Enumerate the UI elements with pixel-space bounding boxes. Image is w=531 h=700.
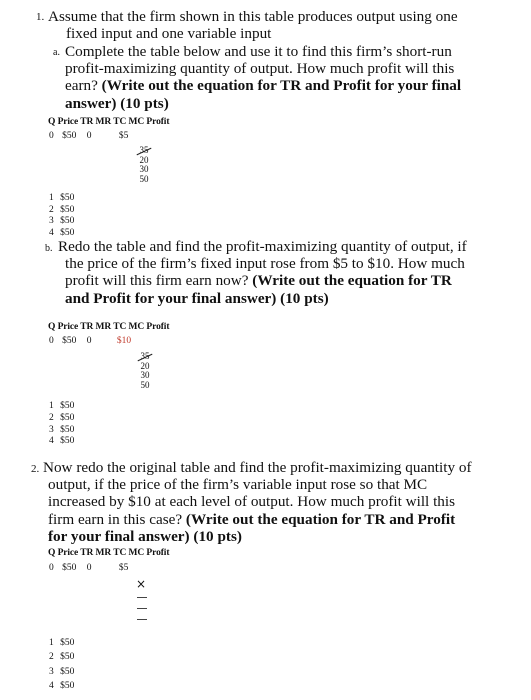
table-b-row xyxy=(49,425,74,437)
table-2-blank-line-3 xyxy=(137,619,147,620)
table-2-q: 3 xyxy=(49,666,54,677)
table-b-price: $50 xyxy=(60,401,75,411)
table-a-price: $50 xyxy=(60,216,75,227)
question-1-intro-line-2: fixed input and one variable input xyxy=(66,25,272,43)
table-a-price: $50 xyxy=(60,193,75,203)
table-a-q: 3 xyxy=(49,216,54,227)
table-b-q: 3 xyxy=(49,424,54,435)
table-2-row xyxy=(49,650,74,664)
question-2-line-3: increased by $10 at each level of output. How much profit will this xyxy=(48,493,456,511)
part-b-line-1: Redo the table and find the profit-maximizing quantity of output, if xyxy=(58,238,467,255)
part-b-line-4: and Profit for your final answer) (10 pts) xyxy=(65,289,329,307)
table-2-rows xyxy=(49,636,74,694)
table-b-row xyxy=(49,413,74,425)
part-a-line-3 xyxy=(65,77,461,94)
table-a-row-0-tr: 0 xyxy=(86,131,92,141)
table-a-q: 2 xyxy=(49,204,54,215)
table-a-row xyxy=(49,193,74,205)
part-a-line-3-bold: (Write out the equation for TR and Profit for your final xyxy=(101,77,462,95)
table-a-q: 4 xyxy=(49,227,54,238)
question-2-line-2: output, if the price of the firm’s variable input rose so that MC xyxy=(48,476,428,494)
table-2-q: 4 xyxy=(49,681,54,692)
table-2-q: 2 xyxy=(49,652,54,663)
table-2-price: $50 xyxy=(60,666,75,677)
table-a-q: 1 xyxy=(49,193,54,203)
part-b-line-3 xyxy=(58,272,467,289)
part-b-line-3-bold: (Write out the equation for TR xyxy=(252,272,452,290)
question-2-line-1: Now redo the original table and find the profit-maximizing quantity of xyxy=(43,459,472,476)
table-b-row-0 xyxy=(49,336,131,346)
table-a-tc-value-4: 50 xyxy=(139,173,149,184)
question-2-line-4-plain: firm earn in this case? xyxy=(48,510,186,528)
table-a-tc-value-1: 35 xyxy=(137,146,151,156)
table-2-price: $50 xyxy=(60,652,75,663)
table-b-row-0-tr: 0 xyxy=(86,336,92,346)
table-b-tc-value-2: 20 xyxy=(140,360,150,371)
table-b-q: 2 xyxy=(49,412,54,423)
table-a-row xyxy=(49,205,74,217)
part-a-text xyxy=(65,43,461,112)
table-a-price: $50 xyxy=(60,204,75,215)
table-a-tc-value-2: 20 xyxy=(139,154,149,165)
table-2-q: 1 xyxy=(49,638,54,648)
table-2-row-0-tr: 0 xyxy=(86,563,92,573)
table-a-row-0-price: $50 xyxy=(62,131,77,141)
table-a-row-0 xyxy=(49,131,128,141)
table-a-header: Q Price TR MR TC MC Profit xyxy=(48,117,170,127)
question-1-intro xyxy=(48,8,458,42)
question-2-line-4-bold: (Write out the equation for TR and Profit xyxy=(185,510,456,528)
table-2-price: $50 xyxy=(60,638,75,648)
table-b-row xyxy=(49,436,74,448)
part-a-line-4: answer) (10 pts) xyxy=(65,94,169,112)
table-b-tc-value-4: 50 xyxy=(140,379,150,390)
table-2-blank-line-2 xyxy=(137,608,147,609)
question-2-number: 2. xyxy=(31,463,40,475)
table-b-row-0-price: $50 xyxy=(62,336,77,346)
table-b-price: $50 xyxy=(60,412,75,423)
table-2-x-mark: × xyxy=(136,577,147,591)
table-a-row-0-tc: $5 xyxy=(118,131,129,141)
table-a-price: $50 xyxy=(60,227,75,238)
table-2-row-0 xyxy=(49,563,128,573)
table-b-tc-value-1: 35 xyxy=(138,352,152,362)
table-b-header: Q Price TR MR TC MC Profit xyxy=(48,322,170,332)
question-2-line-4 xyxy=(43,511,472,528)
table-b-tc-value-3: 30 xyxy=(140,370,150,381)
table-b-price: $50 xyxy=(60,436,75,447)
table-a-tc-value-3: 30 xyxy=(139,164,149,175)
table-b-row-0-tc: $10 xyxy=(116,336,132,346)
part-b-line-3-plain: profit will this firm earn now? xyxy=(65,272,253,290)
table-b-rows xyxy=(49,401,74,448)
table-b-q: 1 xyxy=(49,401,54,411)
part-a-line-3-plain: earn? xyxy=(65,77,102,95)
part-b-text xyxy=(58,238,467,307)
table-2-row xyxy=(49,636,74,650)
table-a-row xyxy=(49,216,74,228)
part-a-line-2: profit-maximizing quantity of output. How much profit will this xyxy=(65,60,455,78)
part-a-line-1: Complete the table below and use it to find this firm’s short-run xyxy=(65,43,452,60)
part-b-line-2: the price of the firm’s fixed input rose from $5 to $10. How much xyxy=(65,255,465,273)
table-a-rows xyxy=(49,193,74,239)
table-2-row-0-price: $50 xyxy=(62,563,77,573)
table-a-tc-column xyxy=(137,146,151,184)
table-b-price: $50 xyxy=(60,424,75,435)
table-a-row-0-q: 0 xyxy=(49,131,54,141)
table-2-header: Q Price TR MR TC MC Profit xyxy=(48,548,170,558)
question-1-intro-line-1: Assume that the firm shown in this table produces output using one xyxy=(48,8,458,25)
table-2-price: $50 xyxy=(60,681,75,692)
table-2-row-0-q: 0 xyxy=(49,563,54,573)
table-b-tc-column xyxy=(138,352,152,390)
table-2-row xyxy=(49,679,74,693)
part-b-letter: b. xyxy=(45,243,53,254)
table-b-row xyxy=(49,401,74,413)
table-2-row xyxy=(49,665,74,679)
table-2-blank-line-1 xyxy=(137,597,147,598)
table-b-row-0-q: 0 xyxy=(49,336,54,346)
part-a-letter: a. xyxy=(53,47,60,58)
question-1-number: 1. xyxy=(36,11,45,23)
table-b-q: 4 xyxy=(49,436,54,447)
question-2-line-5: for your final answer) (10 pts) xyxy=(48,527,242,545)
table-2-row-0-tc: $5 xyxy=(118,563,129,573)
question-2-text xyxy=(43,459,472,545)
